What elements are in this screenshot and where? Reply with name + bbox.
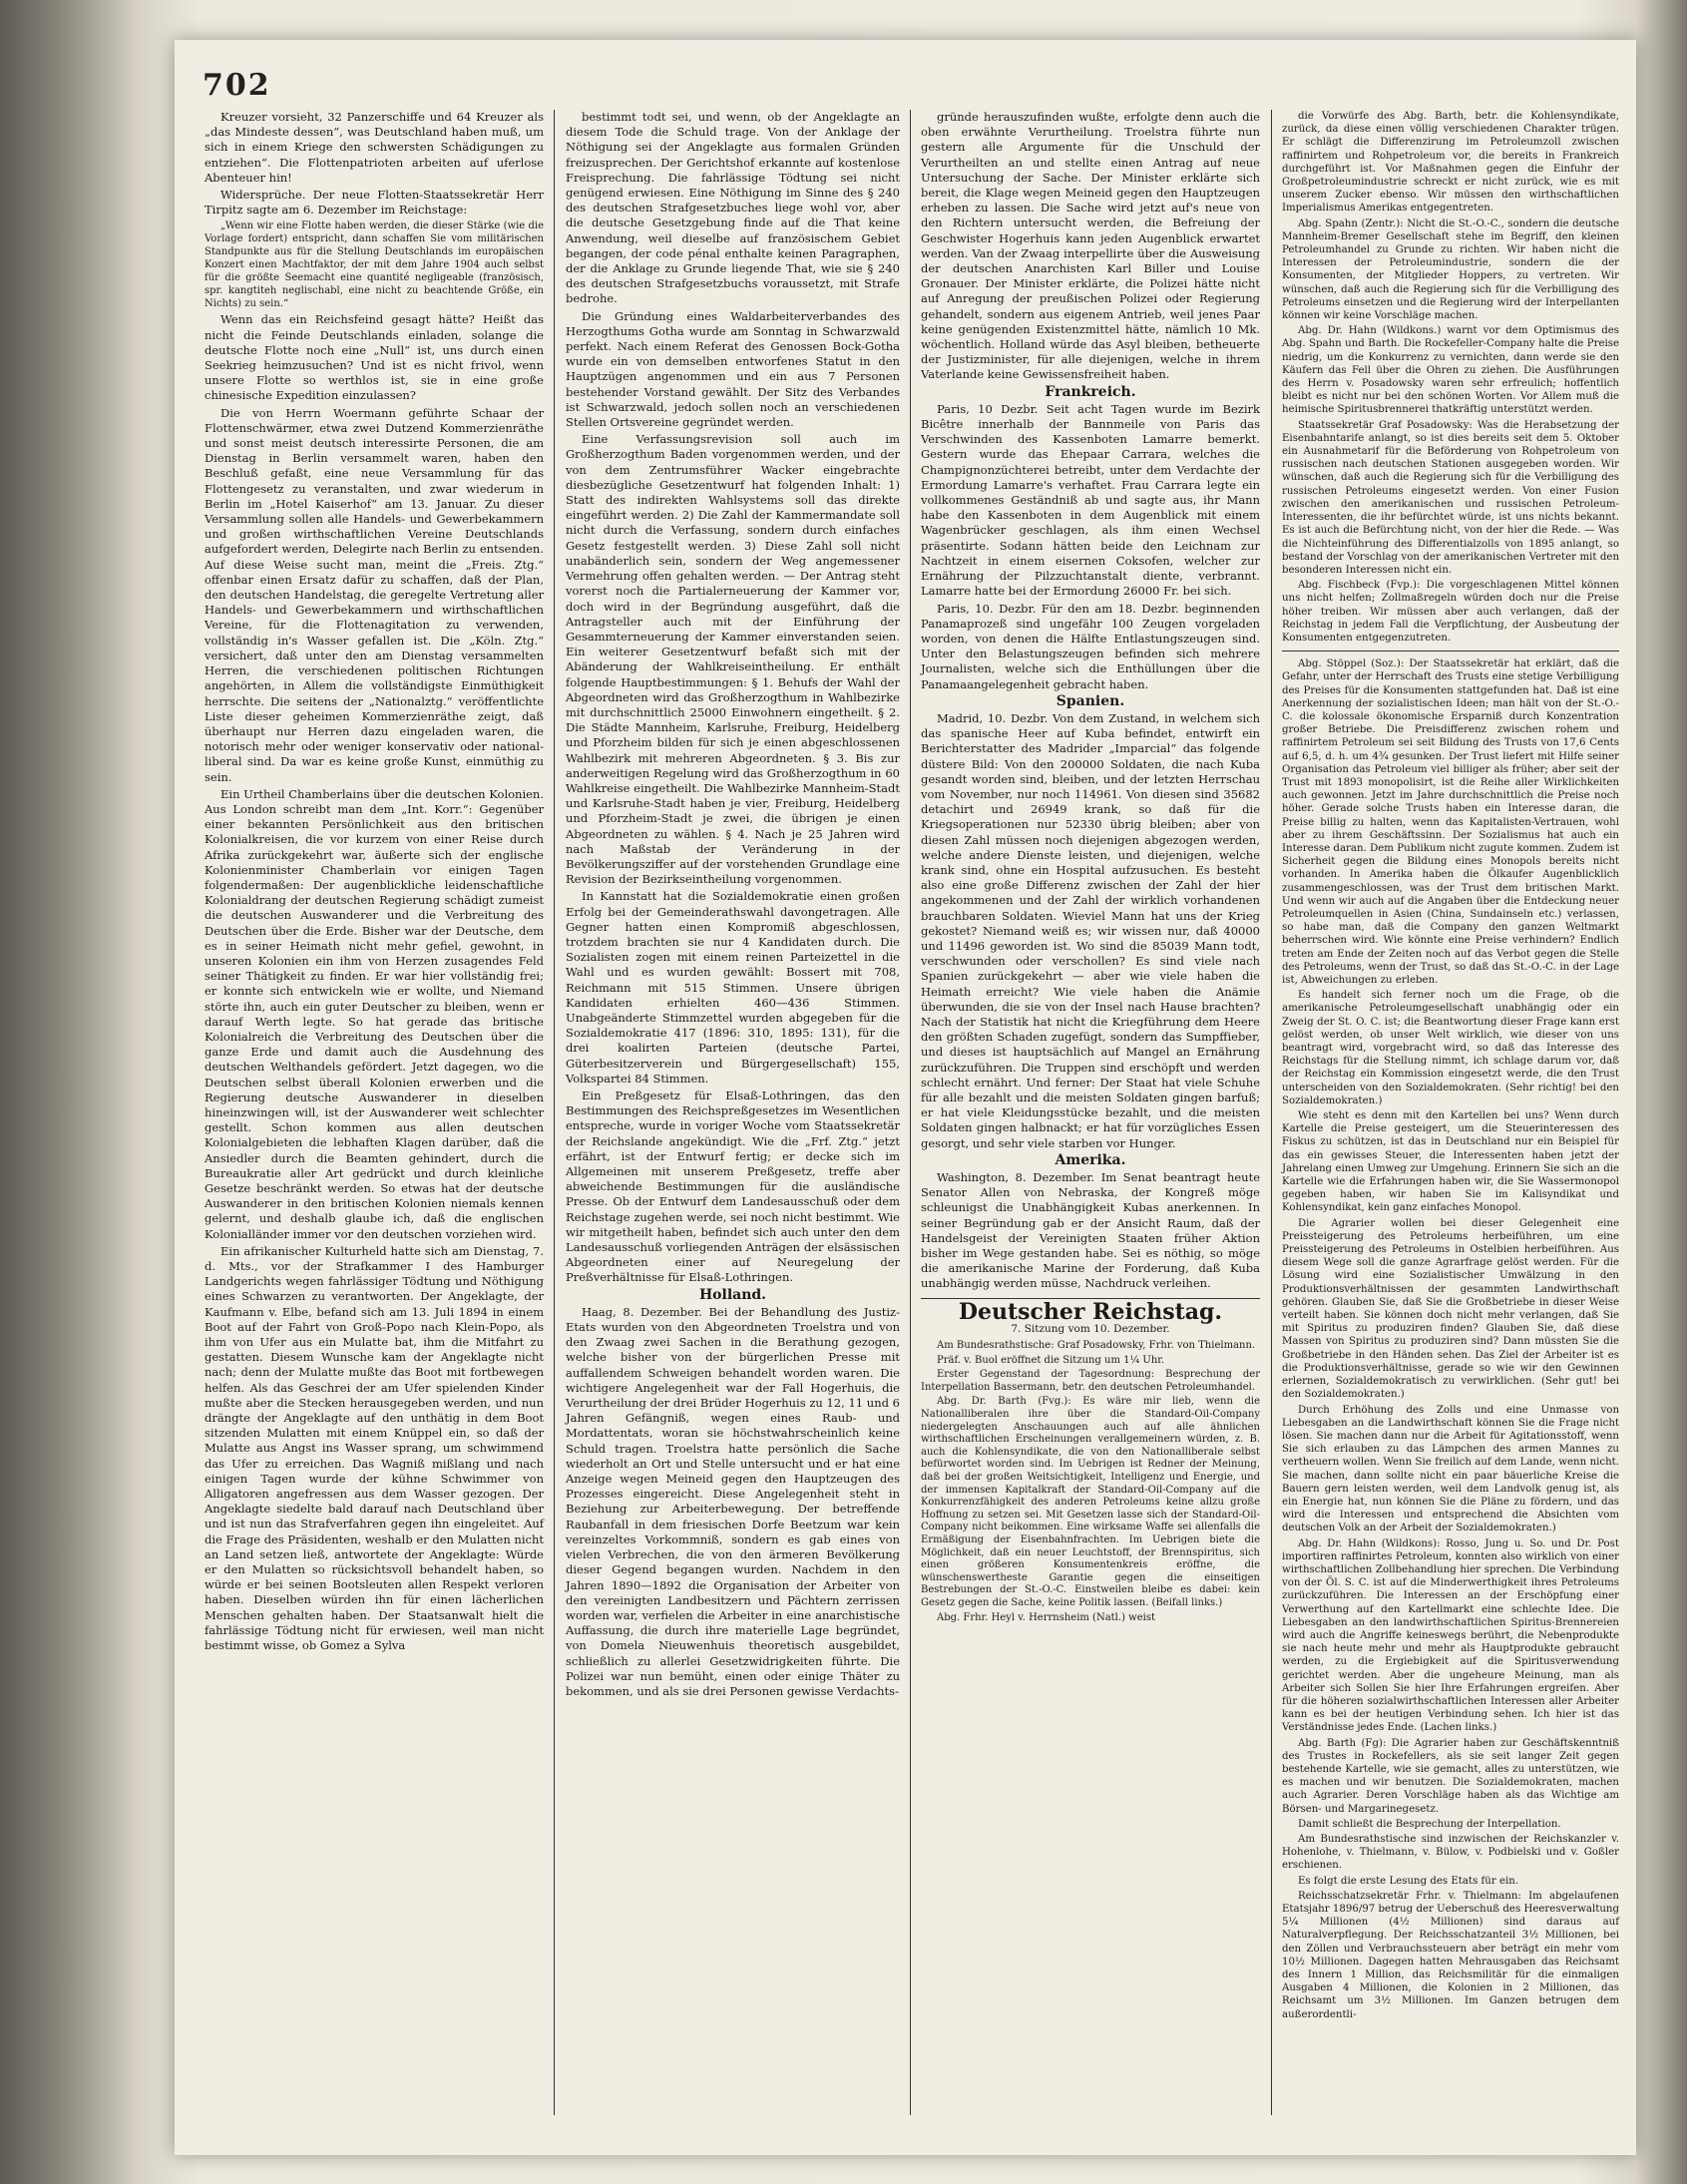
paragraph: Ein Preßgesetz für Elsaß-Lothringen, das den Bestimmungen des Reichspreßgesetzes im Wesentlichen entspreche, wurde in voriger Woche vom Staatssekretär der Reichslande angekündigt. Wie die „Frf. Ztg.“ jetzt erfährt, ist der Entwurf fertig; er decke sich im Allgemeinen mit unserem Preßgesetz, treffe aber abweichende Bestimmungen für die ausländische Presse. Ob der Entwurf dem Landesausschuß oder dem Reichstage zugehen werde, sei noch nicht bestimmt. Wie wir mitgetheilt haben, befindet sich auch unter den dem Landesausschuß vorliegenden Anträgen der elsässischen Abgeordneten einer auf Neuregelung der Preßverhältnisse für Elsaß-Lothringen. (566, 1089, 900, 1285)
paragraph: Am Bundesrathstische sind inzwischen der Reichskanzler v. Hohenlohe, v. Thielmann, v. Bülow, v. Podbielski und v. Goßler erschienen. (1282, 1834, 1619, 1872)
paragraph: Die Agrarier wollen bei dieser Gelegenheit eine Preissteigerung des Petroleums herbeiführen, um eine Preissteigerung des Petroleums in Ostelbien herbeiführen. Aus diesem Wege soll die ganze Agrarfrage gelöst werden. Für die Lösung wird eine Sozialistischer Umwälzung in den Produktionsverhältnissen der gesammten Landwirthschaft gehören. Glauben Sie, daß Sie die Großbetriebe in dieser Weise verteilt haben. Sie können doch nicht mehr verlangen, daß Sie mit Spiritus zu produziren finden? Glauben Sie, daß diese Massen von Spiritus zu produziren sind? Dann müssten Sie die Großbetriebe in den Händen sehen. Das Ziel der Arbeiter ist es die Produktionsverhältnisse, gerade so wie wir den Gewinnen erlernen, Sozialdemokratisch zu verwirklichen. (Sehr gut! bei den Sozialdemokraten.) (1282, 1217, 1619, 1401)
column-2 (566, 110, 900, 1701)
paragraph: Ein afrikanischer Kulturheld hatte sich am Dienstag, 7. d. Mts., vor der Strafkammer I des Hamburger Landgerichts wegen fahrlässiger Tödtung und Nöthigung eines Schwarzen zu verantworten. Der Angeklagte, der Kaufmann v. Elbe, befand sich am 13. Juli 1894 in einem Boot auf der Fahrt von Groß-Popo nach Klein-Popo, als ihm von Ufer aus ein Mulatte bat, ihm die Mitfahrt zu gestatten. Diesem Wunsche kam der Angeklagte nicht nach; denn der Mulatte mußte das Boot mit fortbewegen helfen. Als das Geschrei der am Ufer spielenden Kinder mußte aber die Stecken herausgegeben werden, und nun drängte der Angeklagte auf den unthätig in dem Boot sitzenden Mulatten mit einem Knüppel ein, so daß der Mulatte aus Angst ins Wasser sprang, um schwimmend das Ufer zu erreichen. Das Wagniß mißlang und nach einigen Tagen wurde der kühne Schwimmer von Alligatoren angefressen aus dem Wasser gezogen. Der Angeklagte siedelte bald darauf nach Deutschland über und ist nun das Strafverfahren gegen ihn eingeleitet. Auf die Frage des Präsidenten, weshalb er den Mulatten nicht an Land setzen ließ, antwortete der Angeklagte: Würde er den Mulatten so rücksichtsvoll behandelt haben, so würde er bei seinen Bootsleuten allen Respekt verloren haben. Dieselben würden ihn für einen lächerlichen Menschen gehalten haben. Der Staatsanwalt hielt die fahrlässige Tödtung nicht für erwiesen, weil man nicht bestimmt wisse, ob Gomez a Sylva (205, 1243, 544, 1653)
reichstag-title: Deutscher Reichstag. (958, 1298, 1223, 1325)
paragraph: Paris, 10 Dezbr. Seit acht Tagen wurde im Bezirk Bicêtre innerhalb der Bannmeile von Paris das Verschwinden des Kassenboten Lamarre bemerkt. Gestern wurde das Ehepaar Carrara, welches die Champignonzüchterei betreibt, unter dem Verdachte der Ermordung Lamarre's verhaftet. Frau Carrara legte ein vollkommenes Geständniß ab und sagte aus, ihr Mann habe den Kassenboten in dem Augenblick mit einem Wagenbrücker geschlagen, als ihm einen Wechsel präsentirte. Sodann hätten beide den Leichnam zur Nachtzeit in einem eisernen Coksofen, welcher zur Ernährung der Pilzzuchtanstalt diente, verbrannt. Lamarre hatte bei der Ermordung 26000 Fr. bei sich. (921, 401, 1260, 599)
paragraph: Abg. Spahn (Zentr.): Nicht die St.-O.-C., sondern die deutsche Mannheim-Bremer Gesellschaft stehe im Begriff, den kleinen Petroleumhandel zu Grunde zu richten. Wir haben nicht die Interessen der Petroleumindustrie, sondern die der Konsumenten, der Mitglieder Hoppers, zu vertreten. Wir wünschen, daß auch die Regierung sich für die Verbilligung des Petroleums einsetzen und die Regierung wird der Interpellanten können wir keine Vorschläge machen. (1282, 218, 1619, 322)
paragraph: Abg. Frhr. Heyl v. Herrnsheim (Natl.) weist (937, 1611, 1155, 1623)
reichstag-session: 7. Sitzung vom 10. Dezember. (1011, 1322, 1170, 1335)
paragraph: Es handelt sich ferner noch um die Frage, ob die amerikanische Petroleumgesellschaft unabhängig oder ein Zweig der St. O. C. ist; die Beantwortung dieser Frage kann erst gelöst werden, ob unser Welt wirklich, wie dieser von uns beantragt wird, vorgebracht wird, so daß das Interesse des Reichstags für die Stellung nimmt, ich schlage darum vor, daß der Reichstag ein Kommission eingesetzt werde, die den Trust unterscheiden von den Sozialdemokraten. (Sehr richtig! bei den Sozialdemokraten.) (1282, 990, 1619, 1106)
page-number: 702 (203, 68, 271, 103)
section-heading-amerika: Amerika. (1054, 1151, 1126, 1168)
paragraph: Abg. Stöppel (Soz.): Der Staatssekretär hat erklärt, daß die Gefahr, unter der Herrschaft des Trusts eine stetige Verbilligung des Preises für die Konsumenten stattgefunden hat. Daß ist eine Anerkennung der sozialistischen Ideen; man hält von der St.-O.-C. die kolossale ökonomische Ersparniß durch Konzentration großer Betriebe. Die Preisdifferenz zwischen rohem und raffinirtem Petroleum sei seit Bildung des Trusts von 17,6 Cents auf 6,5, d. h. um 4¾ gesunken. Der Trust liefert mit Hilfe seiner Organisation das Petroleum viel billiger als früher; aber seit der Trust mit 1893 monopolisirt, ist die Reihe aller Wirklichkeiten auch gewonnen. Jetzt im Jahre durchschnittlich die Preise noch höher. Gerade solche Trusts haben ein Interesse daran, die Preise billig zu halten, wenn das Kapitalisten-Vertrauen, wohl aber zu ihrem Geschäftssinn. Der Sozialismus hat auch ein Interesse daran. Dem Publikum nicht zugute kommen. Zudem ist Sicherheit gegen die Bildung eines Monopols bereits nicht vorhanden. In Amerika haben die Ölkaufer Augenblicklich zusammengeschlossen, was der Trust dem britischen Markt. Und wenn wir auch auf die Angaben über die Entdeckung neuer Petroleumquellen in Asien (China, Sundainseln etc.) verlassen, so habe man, daß die Company den ganzen Weltmarkt beherrschen wird. Wie könnte eine Preise verhindern? Endlich treten am Ende der Zeiten noch auf das Verbot gegen die Stelle des Petroleums, wenn der Trust, so daß das St.-O.-C. in der Lage ist, Abweichungen zu erleben. (1282, 658, 1619, 986)
paragraph: Eine Verfassungsrevision soll auch im Großherzogthum Baden vorgenommen werden, und der von dem Zentrumsführer Wacker eingebrachte diesbezügliche Gesetzentwurf hat folgenden Inhalt: 1) Statt des indirekten Wahlsystems soll das direkte eingeführt werden. 2) Die Zahl der Kammermandate soll nicht durch die Verfassung, sondern durch einfaches Gesetz festgestellt werden. 3) Diese Zahl soll nicht unabänderlich sein, sondern der Weg angemessener Vermehrung offen gehalten werden. — Der Antrag steht vorerst noch die Partialerneuerung der Kammer vor, doch wird in der Begründung ausgeführt, daß die Antragsteller auch mit der Einführung der Gesammterneuerung der Kammer einverstanden seien. Ein weiterer Gesetzentwurf befaßt sich mit der Abänderung der Wahlkreiseintheilung. Er enthält folgende Hauptbestimmungen: § 1. Behufs der Wahl der Abgeordneten wird das Großherzogthum in Wahlbezirke mit durchschnittlich 25000 Einwohnern eingetheilt. § 2. Die Städte Mannheim, Karlsruhe, Freiburg, Heidelberg und Pforzheim bilden für sich je einen abgeschlossenen Wahlbezirk mit mehreren Abgeordneten. § 3. Bis zur anderweitigen Regelung wird das Großherzogthum in 60 Wahlkreise eingetheilt. Die Wahlbezirke Mannheim-Stadt und Karlsruhe-Stadt haben je vier, Freiburg, Heidelberg und Pforzheim-Stadt je zwei, die übrigen je einen Abgeordneten zu wählen. § 4. Nach je 25 Jahren wird nach Maßstab der Veränderung in der Bevölkerungsziffer auf der vorstehenden Grundlage eine Revision der Bezirkseintheilung vorgenommen. (566, 432, 900, 887)
paragraph: Präf. v. Buol eröffnet die Sitzung um 1¼ Uhr. (937, 1354, 1165, 1366)
paragraph: Ein Urtheil Chamberlains über die deutschen Kolonien. Aus London schreibt man dem „Int. Korr.“: Gegenüber einer bekannten Persönlichkeit aus den britischen Kolonialkreisen, die vor kurzem von einer Reise durch Afrika zurückgekehrt war, äußerte sich der englische Kolonienminister Chamberlain vor einigen Tagen folgendermaßen: Der augenblickliche leidenschaftliche Kolonialdrang der deutschen Regierung schädigt zumeist die deutschen Auswanderer und die Verbreitung des Deutschen über die Erde. Bisher war der Deutsche, dem es in seiner Heimath nicht mehr gefiel, gewohnt, in unseren Kolonien ein ihm von Herzen zusagendes Feld seiner Thätigkeit zu finden. Er war hier vollständig frei; er konnte sich entwickeln wie er wollte, und Niemand störte ihn, auch ein guter Deutscher zu bleiben, wenn er darauf Werth legte. So hat gerade das britische Kolonialreich die Verbreitung des Deutschen über die ganze Erde und damit auch die Ausdehnung des deutschen Welthandels gefördert. Jetzt dagegen, wo die Deutschen selbst überall Kolonien erwerben und die Regierung deutsche Auswanderer in dieselben hineinzwingen will, ist der Auswanderer weit schlechter gestellt. Schon kommen aus allen deutschen Kolonialgebieten die lebhaften Klagen darüber, daß die Ansiedler durch die Beamten gehindert, durch die Bureaukratie aller Art gedrückt und durch kleinliche Gesetze beschränkt werden. So etwas hat der deutsche Auswanderer in den britischen Kolonien niemals kennen gelernt, und deshalb glaube ich, daß die englischen Kolonialländer immer vor den deutschen vorziehen wird. (205, 786, 544, 1241)
paragraph: Die Gründung eines Waldarbeiterverbandes des Herzogthums Gotha wurde am Sonntag in Schwarzwald perfekt. Nach einem Referat des Genossen Bock-Gotha wurde ein von demselben entworfenes Statut in den Hauptzügen angenommen und ein aus 7 Personen bestehender Vorstand gewählt. Der Sitz des Verbandes ist Schwarzwald, jedoch sollen noch an verschiedenen Stellen Ortsvereine gegründet werden. (566, 308, 900, 430)
paragraph: Madrid, 10. Dezbr. Von dem Zustand, in welchem sich das spanische Heer auf Kuba befindet, entwirft ein Berichterstatter des Madrider „Imparcial“ das folgende düstere Bild: Von den 200000 Soldaten, die nach Kuba gesandt worden sind, bleiben, und der letzten Herrschau vom November, nur noch 114961. Von diesen sind 35682 detachirt und 26949 krank, so daß für die Kriegsoperationen nur 52330 übrig bleiben; aber von diesen Zahl müssen noch diejenigen abgezogen werden, welche andere Dienste leisten, und diejenigen, welche krank sind, ohne ein Hospital aufzusuchen. Es besteht also eine große Differenz zwischen der Zahl der hier angekommenen und der Zahl der wirklich vorhandenen brauchbaren Soldaten. Wieviel Mann hat uns der Krieg gekostet? Niemand weiß es; wir wissen nur, daß 40000 und 11496 geworden ist. Wo sind die 85039 Mann todt, verschwunden oder verschollen? Es sind viele nach Spanien zurückgekehrt — aber wie viele haben die Heimath erreicht? Wie viele haben die Anämie überwunden, die sie von der Insel nach Hause brachten? Nach der Statistik hat nicht die Kriegführung dem Heere den größten Schaden zugefügt, sondern das Sumpffieber, und dieses ist hauptsächlich auf Mangel an Ernährung zurückzuführen. Die Truppen sind erschöpft und werden schlecht ernährt. Und ferner: Der Staat hat viele Schuhe für alle bezahlt und die meisten Soldaten gingen barfuß; er hat viele Kleidungsstücke bezahlt, und die meisten Soldaten gingen halbnackt; er hat für vorzügliches Essen gesorgt, und sehr viele starben vor Hunger. (921, 710, 1260, 1150)
paragraph: Wie steht es denn mit den Kartellen bei uns? Wenn durch Kartelle die Preise gesteigert, um die Steuerinteressen des Fiskus zu schützen, ist das in Deutschland nur ein Beispiel für das ein gewisses Steuer, die Interessenten haben jetzt der Jahrelang einen Umweg zur Umgehung. Erinnern Sie sich an die Kartelle wie die Erfahrungen haben wir, die Sie Wassermonopol gegeben haben, wir haben Sie im Kalisyndikat und Kohlensyndikat, kein ganz einfaches Monopol. (1282, 1110, 1619, 1214)
paragraph: Abg. Dr. Barth (Fvg.): Es wäre mir lieb, wenn die Nationalliberalen ihre über die Standard-Oil-Company niedergelegten Anschauungen auch auf alle ähnlichen wirthschaftlichen Erscheinungen verallgemeinern würden, z. B. auch die Kohlensyndikate, die von den Nationalliberale selbst befürwortet worden sind. Im Uebrigen ist Redner der Meinung, daß bei der großen Weitsichtigkeit, Intelligenz und Energie, und der immensen Kapitalkraft der Standard-Oil-Company auf die Konkurrenzfähigkeit des anderen Petroleums keine allzu große Hoffnung zu setzen sei. Mit Gesetzen lasse sich der Standard-Oil-Company nicht beikommen. Eine wirksame Waffe sei allenfalls die Ermäßigung der Eisenbahnfrachten. Im Uebrigen biete die Möglichkeit, daß ein neuer Leuchtstoff, der Brennspiritus, sich einen größeren Konsumentenkreis eröffne, die wünschenswertheste Garantie gegen die einseitigen Bestrebungen der St.-O.-C. Einstweilen bleibe es dabei: kein Gesetz gegen die Sache, keine Politik lassen. (Beifall links.) (921, 1396, 1260, 1608)
paragraph: bestimmt todt sei, und wenn, ob der Angeklagte an diesem Tode die Schuld trage. Von der Anklage der Nöthigung sei der Angeklagte aus formalen Gründen freizusprechen. Der Gerichtshof erkannte auf kostenlose Freisprechung. Die fahrlässige Tödtung sei nicht genügend erwiesen. Eine Nöthigung im Sinne des § 240 des deutschen Strafgesetzbuches liege wohl vor, aber die deutsche Gesetzgebung finde auf die That keine Anwendung, weil dieselbe auf französischem Gebiet begangen, der code pénal enthalte keinen Paragraphen, der die Anklage zu Grunde liegende That, wie sie § 240 des deutschen Strafgesetzbuchs voraussetzt, mit Strafe bedrohe. (566, 110, 900, 306)
section-heading-spanien: Spanien. (1055, 692, 1125, 709)
quote-paragraph: „Wenn wir eine Flotte haben werden, die dieser Stärke (wie die Vorlage fordert) entspricht, dann schaffen Sie vom militärischen Standpunkte aus für die Stellung Deutschlands im europäischen Konzert einen Machtfaktor, der mit dem Jahre 1904 auch selbst für die größte Seemacht eine quantité negligeable (französisch, spr. kangtiteh neglischabl, eine nicht zu beachtende Größe, ein Nichts) zu sein.“ (205, 220, 544, 310)
paragraph: Haag, 8. Dezember. Bei der Behandlung des Justiz-Etats wurden von den Abgeordneten Troelstra und von den Zwaag zwei Sachen in die Berathung gezogen, welche bisher von der bürgerlichen Presse mit auffallendem Schweigen behandelt worden waren. Die wichtigere Angelegenheit war der Fall Hogerhuis, die Verurtheilung der drei Brüder Hogerhuis zu 12, 11 und 6 Jahren Gefängniß, wegen eines Raub- und Mordattentats, woran sie höchstwahrscheinlich keine Schuld tragen. Troelstra hatte persönlich die Sache wiederholt an Ort und Stelle untersucht und er hat eine Anzeige wegen Meineid gegen den Hauptzeugen des Prozesses eingereicht. Diese Angelegenheit steht in Beziehung zur Arbeiterbewegung. Der betreffende Raubanfall in dem friesischen Dorfe Beetzum war kein vereinzeltes Vorkommniß, sondern es gab eines von vielen Verbrechen, die von den ärmeren Bevölkerung dieser Gegend begangen wurden. Nachdem in den Jahren 1890—1892 die Organisation der Arbeiter von den vereinigten Landbesitzern und Pächtern zerrissen worden war, verfielen die Arbeiter in eine anarchistische Auffassung, die durch ihre materielle Lage begründet, von Domela Nieuwenhuis theoretisch ausgebildet, schließlich zu allerlei Gesetzwidrigkeiten führte. Die Polizei war nun bemüht, einen oder einige Thäter zu bekommen, und als sie drei Personen gewisse Verdachts- (566, 1304, 900, 1698)
paragraph: Abg. Dr. Hahn (Wildkons): Rosso, Jung u. So. und Dr. Post importiren raffinirtes Petroleum, konnten also wirklich von einer wirthschaftlichen Zollbehandlung hier sprechen. Die Verbindung von der Öl. S. C. ist auf die Minderwerthigkeit ihres Petroleums zurückzuführen. Die Interessen an der Erschöpfung einer Verwerthung auf den Kartellmarkt eine schlechte Idee. Die Liebesgaben an den landwirthschaftlichen Spiritus-Brennereien wird auch die Angriffe keineswegs berührt, die Nebenprodukte sie nach heute mehr und mehr als Hauptprodukte gebraucht werden, zu die Ergiebigkeit auf die Spiritusverwendung gerichtet werden. Aber die ungeheure Meinung, man als Arbeiter sich Sollen Sie hier Ihre Erfahrungen ergreifen. Aber für die höheren sozialwirthschaftlichen Interessen aller Arbeiter kann es bei der heutigen Verbindung sehen. Ich hier ist das Verständnisse jedes Ende. (Lachen links.) (1282, 1537, 1619, 1734)
column-4 (1282, 110, 1619, 2023)
paragraph: Wenn das ein Reichsfeind gesagt hätte? Heißt das nicht die Feinde Deutschlands einladen, solange die deutsche Flotte noch eine „Null“ ist, uns durch einen Seekrieg heimzusuchen? Und ist es nicht frivol, wenn unsere Flotte so werthlos ist, sie in eine große chinesische Expedition einzulassen? (205, 312, 544, 403)
section-heading-frankreich: Frankreich. (1045, 383, 1136, 400)
paragraph: gründe herauszufinden wußte, erfolgte denn auch die oben erwähnte Verurtheilung. Troelstra führte nun gestern alle Argumente für die Unschuld der Verurtheilten an und stellte einen Antrag auf neue Untersuchung der Sache. Der Minister erklärte sich bereit, die Klage wegen Meineid gegen den Hauptzeugen erheben zu lassen. Die Sache wird jetzt auf's neue von den Richtern untersucht werden, die Befreiung der Geschwister Hogerhuis kann jeden Augenblick erwartet werden. Van der Zwaag interpellirte über die Ausweisung der deutschen Anarchisten Karl Biller und Louise Gronauer. Der Minister erklärte, die Polizei hätte nicht auf Anregung der preußischen Polizei oder Regierung gehandelt, sondern aus eigenem Antrieb, weil jenes Paar keine genügenden Existenzmittel hätte, nämlich 10 Mk. wöchentlich. Holland würde das Asyl bleiben, betheuerte der Justizminister, für alle diejenigen, welche in ihrem Vaterlande keine Gewissensfreiheit haben. (921, 110, 1260, 382)
paragraph: In Kannstatt hat die Sozialdemokratie einen großen Erfolg bei der Gemeinderathswahl davongetragen. Alle Gegner hatten einen Kompromiß abgeschlossen, trotzdem brachten sie nur 4 Kandidaten durch. Die Sozialisten zogen mit einem reinen Parteizettel in die Wahl und es wurden gewählt: Bossert mit 708, Reichmann mit 515 Stimmen. Unsere übrigen Kandidaten erhielten 460—436 Stimmen. Unabgeänderte Stimmzettel wurden abgegeben für die Sozialdemokratie 417 (1896: 310, 1895: 131), für die drei koalirten Parteien (deutsche Partei, Güterbesitzerverein und Bürgergesellschaft) 155, Volkspartei 84 Stimmen. (566, 889, 900, 1086)
paragraph: Am Bundesrathstische: Graf Posadowsky, Frhr. von Thielmann. (937, 1340, 1256, 1352)
section-heading-holland: Holland. (698, 1286, 767, 1303)
column-rule (910, 110, 911, 2115)
paragraph: Abg. Dr. Hahn (Wildkons.) warnt vor dem Optimismus des Abg. Spahn und Barth. Die Rockefeller-Company halte die Preise niedrig, um die Konkurrenz zu vernichten, dann werde sie den Käufern das Fell über die Ohren zu ziehen. Die Ausführungen des Herrn v. Posadowsky waren sehr erfreulich; hoffentlich bleibt es nicht nur bei den schönen Worten. Vor Allem muß die heimische Spiritusbrennerei thatkräftig unterstützt werden. (1282, 325, 1619, 416)
column-rule (1271, 110, 1272, 2115)
paragraph: Abg. Barth (Fg): Die Agrarier haben zur Geschäftskenntniß des Trustes in Rockefellers, als sie seit langer Zeit gegen bestehende Kartelle, wie sie gemacht, alles zu unterstützen, wie es machen und wir benutzen. Die Sozialdemokraten, machen auch Agrarier. Deren Vorschläge haben als das Wichtige am Börsen- und Margarinegesetz. (1282, 1737, 1619, 1815)
paragraph: Damit schließt die Besprechung der Interpellation. (1298, 1818, 1561, 1830)
paragraph: Erster Gegenstand der Tagesordnung: Besprechung der Interpellation Bassermann, betr. den deutschen Petroleumhandel. (921, 1369, 1260, 1393)
paragraph: die Vorwürfe des Abg. Barth, betr. die Kohlensyndikate, zurück, da diese einen völlig verschiedenen Charakter trügen. Er schlägt die Differenzirung im Petroleumzoll zwischen raffinirtem und Rohpetroleum vor, die bereits in Frankreich durchgeführt ist. Vor Maßnahmen gegen die Einfuhr der Großpetroleumindustrie schreckt er nicht zurück, wie es mit unserem Zucker ebenso. Wir müssen den wirthschaftlichen Imperialismus Amerikas entgegentreten. (1282, 111, 1619, 215)
reichstag-report (921, 1340, 1260, 1624)
newspaper-page (175, 40, 1636, 2155)
paragraph: Staatssekretär Graf Posadowsky: Was die Herabsetzung der Eisenbahntarife anlangt, so ist dies bereits seit dem 5. Oktober ein Ausnahmetarif für die Beförderung von Rohpetroleum von russischen nach deutschen Stationen ausgegeben worden. Wir wünschen, daß auch die Regierung sich für die Verbilligung des russischen Petroleums eingesetzt werden. Von einer Fusion zwischen den amerikanischen und russischen Petroleum-Interessenten, die ihr befürchtet würde, ist uns nichts bekannt. Es ist auch die Befürchtung nicht, von der hier die Rede. — Was die Nichteinführung des Differentialzolls von 1895 anlangt, so bestand der Vorschlag von der amerikanischen Vertreter mit den besonderen Interessen nicht ein. (1282, 419, 1619, 576)
paragraph: Es folgt die erste Lesung des Etats für ein. (1298, 1875, 1519, 1887)
divider (1282, 651, 1619, 652)
column-1 (205, 110, 544, 1655)
paragraph: Widersprüche. Der neue Flotten-Staatssekretär Herr Tirpitz sagte am 6. Dezember im Reichstage: (205, 188, 544, 218)
column-rule (554, 110, 555, 2115)
paragraph: Abg. Fischbeck (Fvp.): Die vorgeschlagenen Mittel können uns nicht helfen; Zollmaßregeln würden doch nur die Preise höher treiben. Wir müssen aber auch verlangen, daß der Reichstag in jedem Fall die Verpflichtung, der Ausbeutung der Konsumenten entgegenzutreten. (1282, 580, 1619, 644)
column-3 (921, 110, 1260, 1626)
paragraph: Kreuzer vorsieht, 32 Panzerschiffe und 64 Kreuzer als „das Mindeste dessen“, was Deutschland haben muß, um sich in einem Kriege den schwersten Schädigungen zu entziehen“. Die Flottenpatrioten arbeiten auf uferlose Abenteuer hin! (205, 110, 544, 185)
paragraph: Paris, 10. Dezbr. Für den am 18. Dezbr. beginnenden Panamaprozeß sind ungefähr 100 Zeugen vorgeladen worden, von denen die Hälfte Entlastungszeugen sind. Unter den Belastungszeugen befinden sich mehrere Journalisten, welche sich die Enthüllungen über die Panamaangelegenheit gebracht haben. (921, 601, 1260, 691)
paragraph: Die von Herrn Woermann geführte Schaar der Flottenschwärmer, etwa zwei Dutzend Kommerzienräthe und sonst meist deutsch interessirte Personen, die am Dienstag in Berlin versammelt waren, haben den Beschluß gefaßt, eine neue Versammlung für das Flottengesetz zu veranstalten, und zwar wiederum in Berlin im „Hotel Kaiserhof“ am 13. Januar. Zu dieser Versammlung sollen alle Handels- und Gewerbekammern und großen wirthschaftlichen Vereine Deutschlands aufgefordert werden, Delegirte nach Berlin zu entsenden. Auf diese Weise sucht man, meint die „Freis. Ztg.“ offenbar einen Ersatz dafür zu schaffen, daß der Plan, den deutschen Handelstag, die geregelte Vertretung aller Handels- und Gewerbekammern und wirthschaftlichen Vereine, für die Flottenagitation zu verwenden, vollständig in's Wasser gefallen ist. Die „Köln. Ztg.“ versichert, daß unter den am Dienstag versammelten Herren, die verschiedenen politischen Richtungen angehörten, in Allem die vollständigste Einmüthigkeit herrschte. Die seitens der „Nationalztg.“ veröffentlichte Liste dieser geheimen Kommerzienräthe zeigt, daß überhaupt nur Herren dazu eingeladen waren, die notorisch mehr oder weniger konservativ oder national-liberal sind. Da war es keine große Kunst, einmüthig zu sein. (205, 405, 544, 784)
paragraph: Durch Erhöhung des Zolls und eine Unmasse von Liebesgaben an die Landwirthschaft können Sie die Frage nicht lösen. Sie machen dann nur die Arbeit für Agitationsstoff, wenn Sie sich erlauben zu das Lämpchen des armen Mannes zu vertheuern wollen. Wenn Sie freilich auf dem Lande, wenn nicht. Sie machen, dann sollte nicht ein paar bäuerliche Kreise die Bauern gern leisten werden, weil dem Landvolk genug ist, als ein Energie hat, nun können Sie die Pläne zu fördern, und das wird die Interessen und entsprechend die Absichten vom deutschen Volk an der Arbeit der Sozialdemokraten.) (1282, 1404, 1619, 1534)
paragraph: Reichsschatzsekretär Frhr. v. Thielmann: Im abgelaufenen Etatsjahr 1896/97 betrug der Ueberschuß des Heeresverwaltung 5¼ Millionen (4½ Millionen) sind daraus auf Naturalverpflegung. Der Reichsschatzanteil 3½ Millionen, bei den Zöllen und Verbrauchssteuern aber beträgt ein mehr vom 10½ Millionen. Dagegen hatten Mehrausgaben das Reichsamt des Innern 1 Million, das Reichsmilitär für die einmaligen Ausgaben 4 Millionen, die Kolonien in 2 Millionen, das Reichsamt um 3½ Millionen. Im Ganzen betrugen dem außerordentli- (1282, 1890, 1619, 2020)
paragraph: Washington, 8. Dezember. Im Senat beantragt heute Senator Allen von Nebraska, der Kongreß möge schleunigst die Unabhängigkeit Kubas anerkennen. In seiner Begründung gab er der Ansicht Raum, daß der Handelsgeist der Vereinigten Staaten früher Aktion bisher im Wege gestanden habe. Sei es nöthig, so möge die amerikanische Marine der Forderung, daß Kuba unabhängig werden müsse, Nachdruck verleihen. (921, 1170, 1260, 1291)
